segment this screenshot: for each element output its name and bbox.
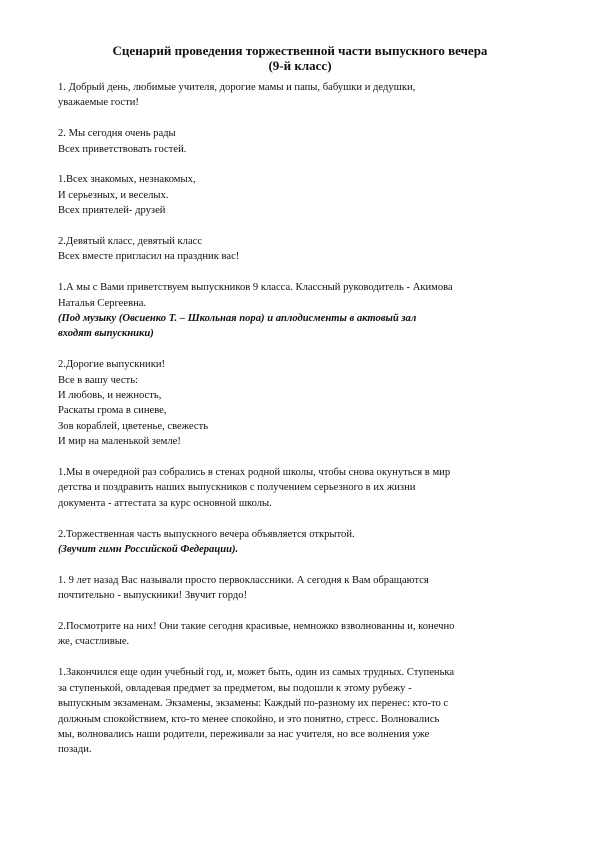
text-line: 1. 9 лет назад Вас называли просто первоклассники. А сегодня к Вам обращаются (58, 574, 429, 586)
text-line: 1.Закончился еще один учебный год, и, может быть, один из самых трудных. Ступенька (58, 667, 455, 679)
text-line: выпускным экзаменам. Экзамены, экзамены: Каждый по-разному их перенес: кто-то с (58, 698, 449, 710)
paragraph (58, 465, 520, 511)
text-line: уважаемые гости! (58, 97, 139, 109)
paragraph (58, 573, 520, 604)
stage-direction-line: (Звучит гимн Российской Федерации). (58, 544, 239, 556)
text-line: 2. Мы сегодня очень рады (58, 128, 176, 140)
text-line: 2.Торжественная часть выпускного вечера объявляется открытой. (58, 528, 355, 540)
stage-direction-line: входят выпускники) (58, 328, 154, 340)
paragraph (58, 172, 520, 218)
text-line: позади. (58, 744, 92, 756)
document-body (58, 80, 520, 773)
paragraph (58, 527, 520, 558)
text-line: почтительно - выпускники! Звучит гордо! (58, 590, 248, 602)
text-line: 2.Посмотрите на них! Они такие сегодня красивые, немножко взволнованны и, конечно (58, 621, 455, 633)
text-line: 2.Девятый класс, девятый класс (58, 236, 203, 248)
text-line: 1.Всех знакомых, незнакомых, (58, 174, 196, 186)
paragraph (58, 619, 520, 650)
text-line: И любовь, и нежность, (58, 390, 162, 402)
paragraph (58, 234, 520, 265)
text-line: Всех приветствовать гостей. (58, 143, 187, 155)
paragraph (58, 665, 520, 757)
text-line: 1. Добрый день, любимые учителя, дорогие мамы и папы, бабушки и дедушки, (58, 82, 416, 93)
document-title (60, 43, 540, 73)
text-line: должным спокойствием, кто-то менее спокойно, и это понятно, стресс. Волновались (58, 713, 440, 725)
text-line: за ступенькой, овладевая предмет за предметом, вы подошли к этому рубежу - (58, 682, 412, 694)
text-line: И серьезных, и веселых. (58, 189, 169, 201)
text-line: Всех приятелей- друзей (58, 205, 166, 217)
text-line: 1.А мы с Вами приветствуем выпускников 9 класса. Классный руководитель - Акимова (58, 282, 453, 294)
paragraph (58, 280, 520, 342)
text-line: 1.Мы в очередной раз собрались в стенах родной школы, чтобы снова окунуться в мир (58, 467, 451, 479)
paragraph (58, 126, 520, 157)
paragraph (58, 80, 520, 111)
text-line: документа - аттестата за курс основной школы. (58, 497, 272, 509)
title-line-1: Сценарий проведения торжественной части выпускного вечера (112, 43, 488, 58)
stage-direction-line: (Под музыку (Овсиенко Т. – Школьная пора) и аплодисменты в актовый зал (58, 313, 417, 325)
text-line: мы, волновались наши родители, переживали за нас учителя, но все волнения уже (58, 728, 430, 740)
text-line: детства и поздравить наших выпускников с получением серьезного в их жизни (58, 482, 416, 494)
text-line: Наталья Сергеевна. (58, 297, 147, 309)
text-line: же, счастливые. (58, 636, 130, 648)
text-line: Все в вашу честь: (58, 374, 138, 386)
paragraph (58, 357, 520, 449)
text-line: И мир на маленькой земле! (58, 436, 181, 448)
text-line: Зов кораблей, цветенье, свежесть (58, 420, 209, 432)
text-line: 2.Дорогие выпускники! (58, 359, 166, 371)
text-line: Всех вместе пригласил на праздник вас! (58, 251, 240, 263)
text-line: Раскаты грома в синеве, (58, 405, 167, 417)
title-line-2: (9-й класс) (268, 58, 332, 73)
